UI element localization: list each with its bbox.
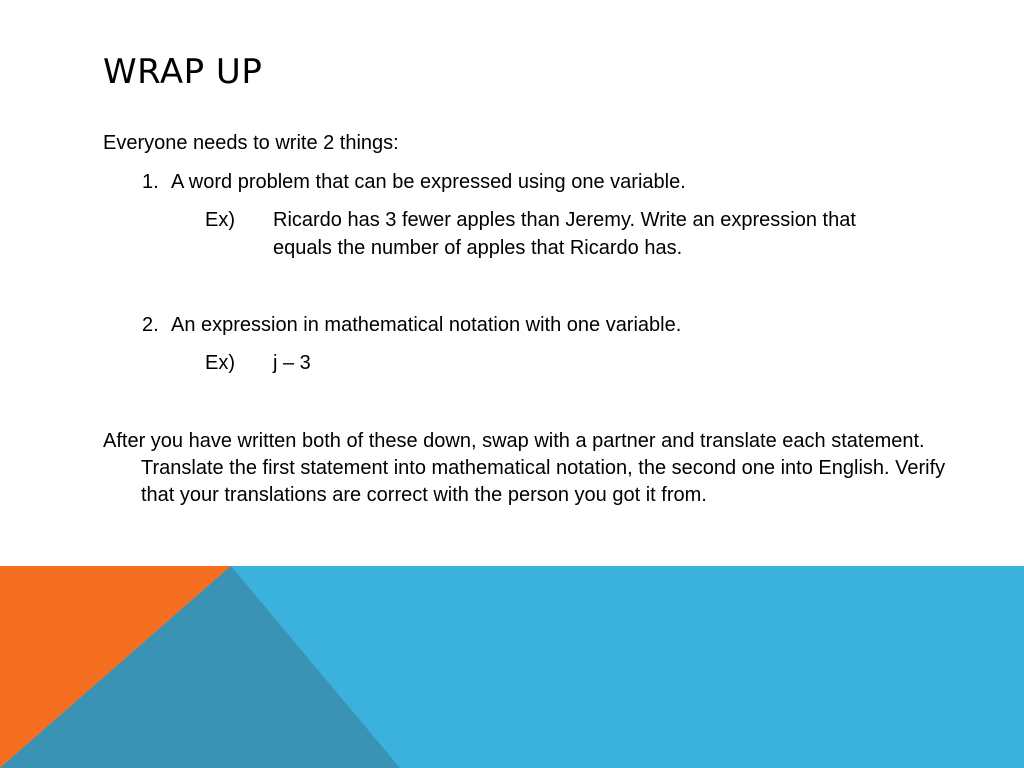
example-2-line-1: j – 3 (273, 352, 311, 374)
list-item-2-number: 2. (142, 314, 159, 336)
slide-title: WRAP UP (103, 52, 263, 92)
example-1-label: Ex) (205, 209, 235, 231)
list-item-1-text: A word problem that can be expressed using one variable. (171, 171, 686, 193)
list-item-2-text: An expression in mathematical notation with one variable. (171, 314, 682, 336)
example-1-line-2: equals the number of apples that Ricardo has. (273, 237, 683, 259)
intro-text: Everyone needs to write 2 things: (103, 132, 399, 154)
example-2-label: Ex) (205, 352, 235, 374)
list-item-1-number: 1. (142, 171, 159, 193)
example-1-line-1: Ricardo has 3 fewer apples than Jeremy. Write an expression that (273, 209, 856, 231)
closing-paragraph: After you have written both of these down, swap with a partner and translate each statement. Translate the first statement into mathematical notation, the second one into English. Verify that your translations are correct with the person you got it from. (103, 430, 946, 506)
